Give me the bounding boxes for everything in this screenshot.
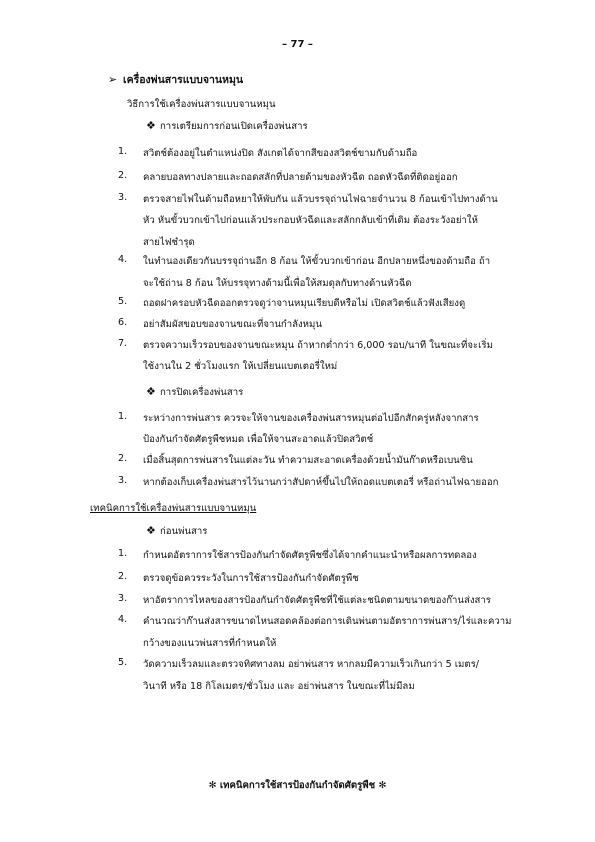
page-number: – 77 – <box>282 39 313 50</box>
list-item-text: ใช้งานใน 2 ชั่วโมงแรก ให้เปลี่ยนแบตเตอรี่ใหม่ <box>143 361 338 372</box>
prep-subheading-text: การเตรียมการก่อนเปิดเครื่องพ่นสาร <box>160 121 308 132</box>
list-item-number: 1. <box>118 146 128 157</box>
usage-title: วิธีการใช้เครื่องพ่นสารแบบจานหมุน <box>127 99 276 110</box>
list-item-number: 6. <box>118 317 128 328</box>
list-item-text: ป้องกันกำจัดศัตรูพืชหมด เพื่อให้จานสะอาดแล้วปิดสวิตช์ <box>143 434 374 445</box>
close-subheading-text: การปิดเครื่องพ่นสาร <box>160 387 244 398</box>
list-item-text: หัว หันขั้วบวกเข้าไปก่อนแล้วประกอบหัวฉีดและสลักกลับเข้าที่เดิม ต้องระวังอย่าให้ <box>143 215 478 226</box>
list-item-text: ถอดฝาครอบหัวฉีดออกตรวจดูว่าจานหมุนเรียบดีหรือไม่ เปิดสวิตช์แล้วฟังเสียงดู <box>143 298 466 309</box>
diamond-bullet-icon: ❖ <box>146 119 156 132</box>
close-subheading <box>146 385 243 400</box>
list-item-text: อย่าสัมผัสขอบของจานขณะที่จานกำลังหมุน <box>143 319 322 330</box>
list-item-text: ระหว่างการพ่นสาร ควรจะให้จานของเครื่องพ่นสารหมุนต่อไปอีกสักครู่หลังจากสาร <box>143 413 479 424</box>
diamond-bullet-icon: ❖ <box>146 524 156 537</box>
list-item-text: สวิตช์ต้องอยู่ในตำแหน่งปิด สังเกตได้จากสีของสวิตช์ขามกับด้ามถือ <box>143 148 418 159</box>
list-item-number: 2. <box>118 453 128 464</box>
list-item-number: 1. <box>118 548 128 559</box>
section-heading-text: เครื่องพ่นสารแบบจานหมุน <box>123 74 244 86</box>
list-item-text: วินาที หรือ 18 กิโลเมตร/ชั่วโมง และ อย่าพ่นสาร ในขณะที่ไม่มีลม <box>143 681 415 692</box>
list-item-text: คลายบอลทางปลายและถอดสลักที่ปลายด้ามของหัวฉีด ถอดหัวฉีดที่ติดอยู่ออก <box>143 172 458 183</box>
list-item-number: 3. <box>118 475 128 486</box>
list-item-number: 2. <box>118 170 128 181</box>
before-subheading <box>146 524 207 539</box>
list-item-text: หากต้องเก็บเครื่องพ่นสารไว้นานกว่าสัปดาห์ขึ้นไปให้ถอดแบตเตอรี่ หรือถ่านไฟฉายออก <box>143 477 499 488</box>
list-item-text: ตรวจดูข้อควรระวังในการใช้สารป้องกันกำจัดศัตรูพืช <box>143 573 359 584</box>
list-item-number: 2. <box>118 571 128 582</box>
list-item-text: วัดความเร็วลมและตรวจทิศทางลม อย่าพ่นสาร หากลมมีความเร็วเกินกว่า 5 เมตร/ <box>143 659 479 670</box>
section-heading <box>108 71 243 88</box>
prep-subheading <box>146 119 308 134</box>
list-item-number: 3. <box>118 192 128 203</box>
list-item-text: หาอัตราการไหลของสารป้องกันกำจัดศัตรูพืชที่ใช้แต่ละชนิดตามขนาดของก๊านส่งสาร <box>143 595 491 606</box>
list-item-text: เมื่อสิ้นสุดการพ่นสารในแต่ละวัน ทำความสะอาดเครื่องด้วยน้ำมันก๊าดหรือเบนซิน <box>143 455 473 466</box>
list-item-text: คำนวณว่าก๊านส่งสารขนาดไหนสอดคล้องต่อการเดินพ่นตามอัตราการพ่นสาร/ไร่และความ <box>143 616 512 627</box>
list-item-text: จะใช้ถ่าน 8 ก้อน ให้บรรจุทางด้ามนี้เพื่อให้สมดุลกับทางด้านหัวฉีด <box>143 278 412 289</box>
list-item-text: ในทำนองเดียวกันบรรจุถ่านอีก 8 ก้อน ให้ขั้วบวกเข้าก่อน อีกปลายหนึ่งของด้ามถือ ถ้า <box>143 256 491 267</box>
arrow-bullet-icon: ➢ <box>108 73 118 86</box>
list-item-number: 7. <box>118 338 128 349</box>
list-item-text: ตรวจสายไฟในด้ามถือหยาให้พับกัน แล้วบรรจุถ่านไฟฉายจำนวน 8 ก้อนเข้าไปทางด้าน <box>143 194 498 205</box>
technique-title: เทคนิคการใช้เครื่องพ่นสารแบบจานหมุน <box>90 503 257 514</box>
diamond-bullet-icon: ❖ <box>146 385 156 398</box>
list-item-text: ตรวจความเร็วรอบของจานขณะหมุน ถ้าหากต่ำกว่า 6,000 รอบ/นาที ในขณะที่จะเริ่ม <box>143 340 493 351</box>
list-item-text: สายไฟชำรุด <box>143 237 195 248</box>
list-item-number: 4. <box>118 254 128 265</box>
list-item-number: 4. <box>118 614 128 625</box>
page-footer: ✻ เทคนิคการใช้สารป้องกันกำจัดศัตรูพืช ✻ <box>208 780 387 791</box>
list-item-number: 5. <box>118 657 128 668</box>
list-item-number: 5. <box>118 296 128 307</box>
list-item-number: 1. <box>118 411 128 422</box>
list-item-text: กำหนดอัตราการใช้สารป้องกันกำจัดศัตรูพืชซึ่งได้จากคำแนะนำหรือผลการทดลอง <box>143 550 477 561</box>
list-item-number: 3. <box>118 593 128 604</box>
before-subheading-text: ก่อนพ่นสาร <box>160 526 208 537</box>
list-item-text: กว้างของแนวพ่นสารที่กำหนดให้ <box>143 638 277 649</box>
